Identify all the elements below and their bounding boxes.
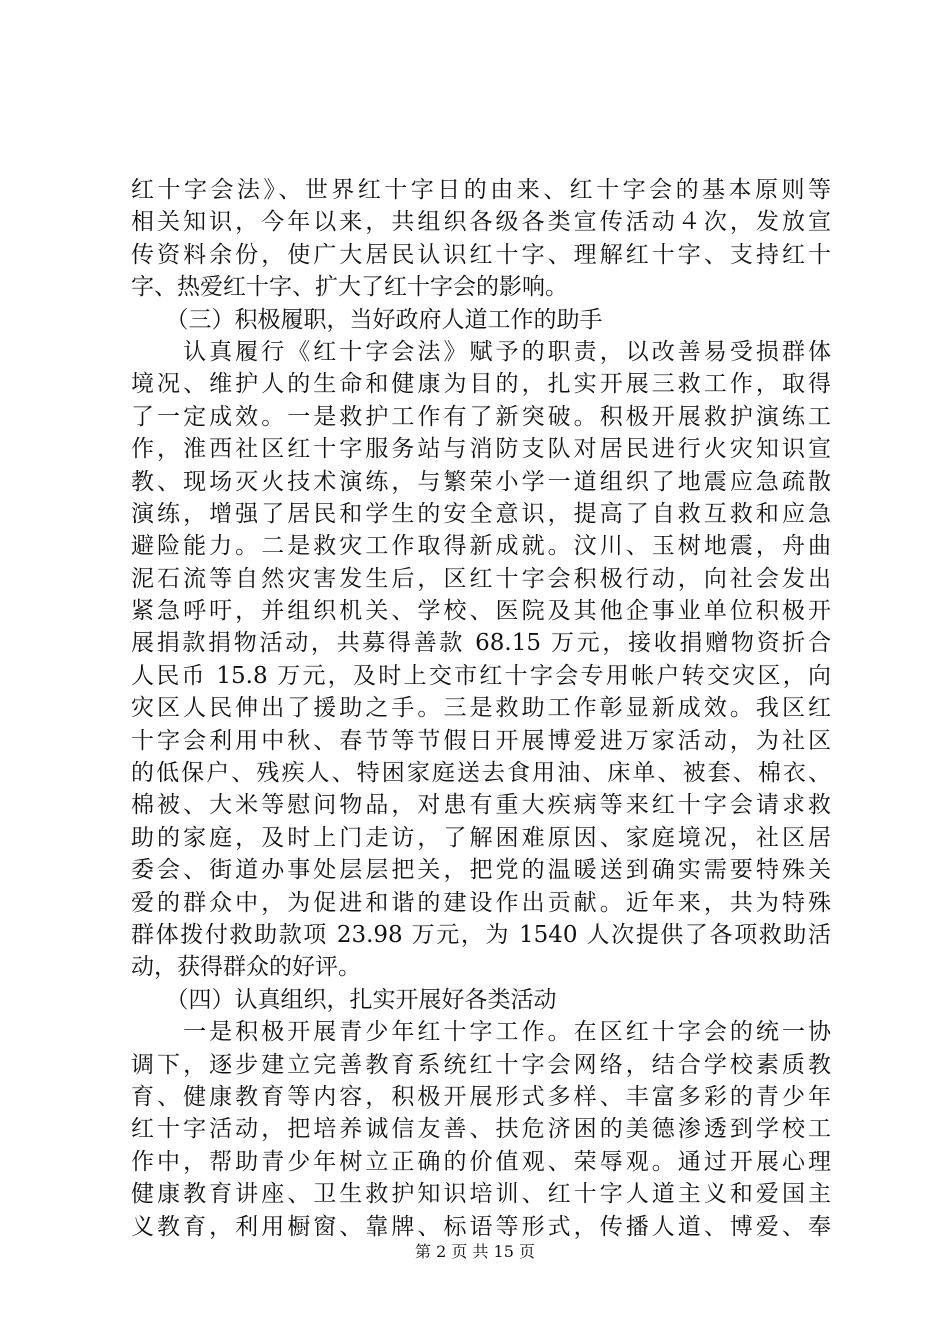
body-text	[131, 174, 831, 1243]
text-line: 传资料余份，使广大居民认识红十字、理解红十字、支持红十	[131, 241, 831, 268]
text-line: 义教育，利用橱窗、靠牌、标语等形式，传播人道、博爱、奉	[131, 1213, 831, 1240]
text-line: 紧急呼吁，并组织机关、学校、医院及其他企事业单位积极开	[131, 598, 831, 625]
text-line: 爱的群众中，为促进和谐的建设作出贡献。近年来，共为特殊	[131, 889, 831, 916]
text-line: 展捐款捐物活动，共募得善款 68.15 万元，接收捐赠物资折合	[131, 630, 831, 657]
text-line: 相关知识，今年以来，共组织各级各类宣传活动４次，发放宣	[131, 209, 831, 236]
text-line: 了一定成效。一是救护工作有了新突破。积极开展救护演练工	[131, 403, 831, 430]
text-line: 红十字会法》、世界红十字日的由来、红十字会的基本原则等	[131, 177, 831, 203]
text-line: 的低保户、残疾人、特困家庭送去食用油、床单、被套、棉衣、	[131, 760, 831, 787]
text-line: 群体拨付救助款项 23.98 万元，为 1540 人次提供了各项救助活	[131, 921, 831, 948]
text-line: 健康教育讲座、卫生救护知识培训、红十字人道主义和爱国主	[131, 1181, 831, 1208]
text-line: 作，淮西社区红十字服务站与消防支队对居民进行火灾知识宣	[131, 436, 831, 463]
text-line: 十字会利用中秋、春节等节假日开展博爱进万家活动，为社区	[131, 727, 831, 754]
text-line: 调下，逐步建立完善教育系统红十字会网络，结合学校素质教	[131, 1051, 831, 1078]
text-line: 委会、街道办事处层层把关，把党的温暖送到确实需要特殊关	[131, 857, 831, 884]
text-line: 动，获得群众的好评。	[131, 954, 361, 981]
text-line: 一是积极开展青少年红十字工作。在区红十字会的统一协	[131, 1019, 831, 1046]
text-line: 教、现场灭火技术演练，与繁荣小学一道组织了地震应急疏散	[131, 468, 831, 495]
text-line: 作中，帮助青少年树立正确的价值观、荣辱观。通过开展心理	[131, 1148, 831, 1175]
text-line: 泥石流等自然灾害发生后，区红十字会积极行动，向社会发出	[131, 565, 831, 592]
text-line: 灾区人民伸出了援助之手。三是救助工作彰显新成效。我区红	[131, 695, 831, 722]
text-line: 境况、维护人的生命和健康为目的，扎实开展三救工作，取得	[131, 371, 831, 398]
text-line: 认真履行《红十字会法》赋予的职责，以改善易受损群体	[131, 338, 831, 365]
text-line: 助的家庭，及时上门走访，了解困难原因、家庭境况，社区居	[131, 824, 831, 851]
text-line: 字、热爱红十字、扩大了红十字会的影响。	[131, 274, 568, 301]
text-line: 棉被、大米等慰问物品，对患有重大疾病等来红十字会请求救	[131, 792, 831, 819]
text-line: （三）积极履职，当好政府人道工作的助手	[131, 306, 603, 333]
text-line: 避险能力。二是救灾工作取得新成就。汶川、玉树地震，舟曲	[131, 533, 831, 560]
text-line: 红十字活动，把培养诚信友善、扶危济困的美德渗透到学校工	[131, 1116, 831, 1143]
page-footer: 第 2 页 共 15 页	[415, 1242, 535, 1261]
text-line: 演练，增强了居民和学生的安全意识，提高了自救互救和应急	[131, 500, 831, 527]
text-line: （四）认真组织，扎实开展好各类活动	[131, 986, 557, 1013]
text-line: 育、健康教育等内容，积极开展形式多样、丰富多彩的青少年	[131, 1083, 831, 1110]
text-line: 人民币 15.8 万元，及时上交市红十字会专用帐户转交灾区，向	[131, 662, 831, 689]
